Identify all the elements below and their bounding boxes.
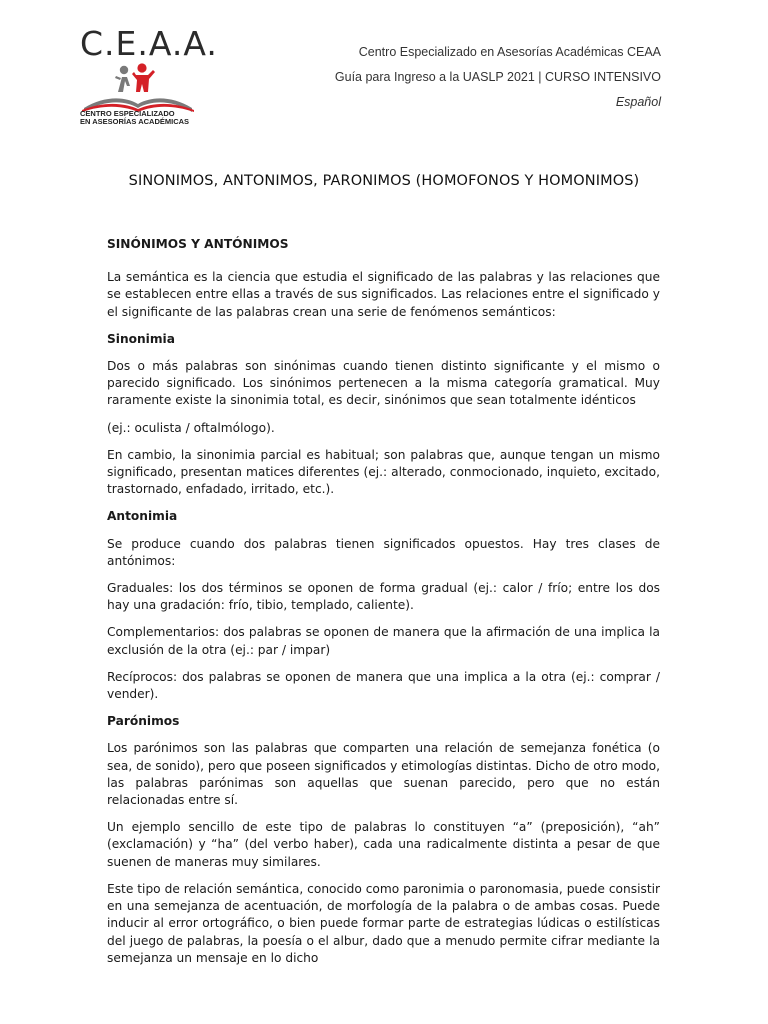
header-subject: Español xyxy=(615,95,661,109)
paragraph-paronimos-3: Este tipo de relación semántica, conocido como paronimia o paronomasia, puede consistir en una semejanza de acentuación, de morfología de la palabra o de ambas cosas. Puede inducir al error ortográfico, o bien puede formar parte de estrategias lúdicas o estilísticas del juego de palabras, la poesía o el albur, dado que a menudo permite cifrar mediante la semejanza un mensaje en lo dicho xyxy=(107,881,660,965)
open-book-people-icon xyxy=(80,62,196,114)
paragraph-antonimia-2: Graduales: los dos términos se oponen de forma gradual (ej.: calor / frío; entre los dos hay una gradación: frío, tibio, templado, caliente). xyxy=(107,581,660,613)
paragraph-sinonimia-2: (ej.: oculista / oftalmólogo). xyxy=(107,420,275,435)
heading-sinonimos-antonimos: SINÓNIMOS Y ANTÓNIMOS xyxy=(107,237,289,251)
paragraph-antonimia-1: Se produce cuando dos palabras tienen significados opuestos. Hay tres clases de antónimos: xyxy=(107,536,660,568)
paragraph-paronimos-2: Un ejemplo sencillo de este tipo de palabras lo constituyen “a” (preposición), “ah” (exclamación) y “ha” (del verbo haber), cada una radicalmente distinta a pesar de que suenen de maneras muy similares. xyxy=(107,820,660,869)
paragraph-sinonimia-1: Dos o más palabras son sinónimas cuando tienen distinto significante y el mismo o parecido significado. Los sinónimos pertenecen a la misma categoría gramatical. Muy raramente existe la sinonimia total, es decir, sinónimos que sean totalmente idénticos xyxy=(107,359,660,408)
heading-antonimia: Antonimia xyxy=(107,509,178,524)
logo-subtitle xyxy=(80,110,189,126)
paragraph-antonimia-4: Recíprocos: dos palabras se oponen de manera que una implica a la otra (ej.: comprar / vender). xyxy=(107,669,660,702)
paragraph-paronimos-1: Los parónimos son las palabras que comparten una relación de semejanza fonética (o sea, de sonido), pero que poseen significados y etimologías distintas. Dicho de otro modo, las palabras parónimas son aquellas que suenan parecido, pero que no están relacionadas entre sí. xyxy=(107,741,660,808)
ceaa-logo xyxy=(80,24,218,130)
heading-sinonimia: Sinonimia xyxy=(107,331,175,346)
logo-subtitle-line1: CENTRO ESPECIALIZADO xyxy=(80,109,175,118)
paragraph-intro: La semántica es la ciencia que estudia el significado de las palabras y las relaciones que se establecen entre ellas a través de sus significados. Las relaciones entre el significado y el significante de las palabras crean una serie de fenómenos semánticos: xyxy=(107,270,660,319)
logo-wordmark: C.E.A.A. xyxy=(80,24,218,63)
paragraph-sinonimia-3: En cambio, la sinonimia parcial es habitual; son palabras que, aunque tengan un mismo significado, presentan matices diferentes (ej.: alterado, conmocionado, inquieto, excitado, trastornado, enfadado, irritado, etc.). xyxy=(107,447,660,497)
header-institution: Centro Especializado en Asesorías Académicas CEAA xyxy=(358,45,661,59)
document-body xyxy=(107,236,660,977)
paragraph-antonimia-3: Complementarios: dos palabras se oponen de manera que la afirmación de una implica la exclusión de la otra (ej.: par / impar) xyxy=(107,625,660,657)
heading-paronimos: Parónimos xyxy=(107,714,180,729)
header-course: Guía para Ingreso a la UASLP 2021 | CURSO INTENSIVO xyxy=(334,70,661,84)
document-title: SINONIMOS, ANTONIMOS, PARONIMOS (HOMOFONOS Y HOMONIMOS) xyxy=(128,173,640,189)
logo-subtitle-line2: EN ASESORÍAS ACADÉMICAS xyxy=(80,117,190,126)
